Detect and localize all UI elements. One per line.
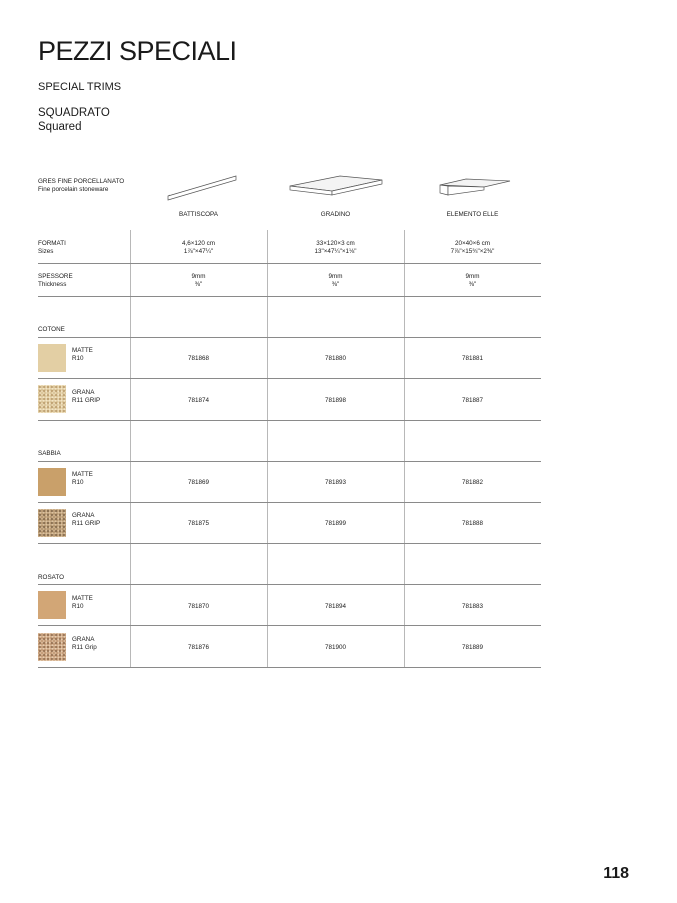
finish-label	[72, 389, 100, 405]
material-label-en: Fine porcelain stoneware	[38, 186, 109, 193]
spec-value	[267, 240, 404, 256]
product-name-gradino: GRADINO	[320, 211, 351, 218]
product-code: 781875	[187, 520, 209, 527]
swatch-sabbia-matte	[38, 468, 66, 496]
material-label-it: GRES FINE PORCELLANATO	[38, 178, 125, 185]
spec-label-it: FORMATI	[38, 240, 66, 247]
product-code: 781881	[461, 355, 483, 362]
product-code: 781888	[461, 520, 483, 527]
product-code: 781887	[461, 397, 483, 404]
product-code: 781889	[461, 644, 483, 651]
finish-grade: R10	[72, 355, 84, 362]
spec-value-metric: 33×120×3 cm	[316, 240, 355, 247]
row-divider	[38, 625, 541, 626]
finish-name: GRANA	[72, 512, 95, 519]
swatch-rosato-grana	[38, 633, 66, 661]
row-divider	[38, 420, 541, 421]
spec-label-thickness	[38, 273, 73, 289]
spec-value	[404, 273, 541, 289]
product-code: 781880	[324, 355, 346, 362]
row-divider	[38, 263, 541, 264]
product-code: 781876	[187, 644, 209, 651]
swatch-cotone-grana	[38, 385, 66, 413]
product-code: 781869	[187, 479, 209, 486]
product-code: 781882	[461, 479, 483, 486]
spec-value-imperial: 13"×47¼"×1⅛"	[314, 248, 357, 255]
swatch-cotone-matte	[38, 344, 66, 372]
finish-name: GRANA	[72, 636, 95, 643]
page-number: 118	[603, 865, 629, 882]
finish-grade: R11 Grip	[72, 644, 97, 651]
product-name-battiscopa: BATTISCOPA	[179, 211, 218, 218]
product-name-elemento-elle: ELEMENTO ELLE	[446, 211, 499, 218]
section-title: SQUADRATO	[38, 107, 110, 119]
product-code: 781868	[187, 355, 209, 362]
product-code: 781900	[324, 644, 346, 651]
finish-grade: R10	[72, 479, 84, 486]
spec-value-metric: 4,6×120 cm	[181, 240, 216, 247]
product-code: 781894	[324, 603, 346, 610]
spec-label-en: Thickness	[38, 281, 67, 288]
color-name-rosato: ROSATO	[38, 574, 65, 581]
product-code: 781899	[324, 520, 346, 527]
finish-name: GRANA	[72, 389, 95, 396]
product-code: 781898	[324, 397, 346, 404]
spec-value	[267, 273, 404, 289]
page-title: PEZZI SPECIALI	[38, 36, 237, 66]
row-divider	[38, 378, 541, 379]
finish-name: MATTE	[72, 471, 93, 478]
finish-grade: R11 GRIP	[72, 397, 101, 404]
spec-label-sizes	[38, 240, 66, 256]
row-divider	[38, 502, 541, 503]
product-code: 781893	[324, 479, 346, 486]
spec-label-it: SPESSORE	[38, 273, 73, 280]
spec-value	[130, 273, 267, 289]
finish-grade: R10	[72, 603, 84, 610]
finish-label	[72, 636, 97, 652]
finish-label	[72, 471, 93, 487]
finish-name: MATTE	[72, 347, 93, 354]
finish-label	[72, 347, 93, 363]
row-divider	[38, 337, 541, 338]
spec-value-metric: 20×40×6 cm	[454, 240, 490, 247]
color-name-sabbia: SABBIA	[38, 450, 61, 457]
finish-grade: R11 GRIP	[72, 520, 101, 527]
step-trim-icon	[288, 171, 384, 201]
spec-value-imperial: ⅜"	[194, 281, 203, 288]
spec-value-metric: 9mm	[328, 273, 343, 280]
spec-value-metric: 9mm	[191, 273, 206, 280]
row-divider	[38, 543, 541, 544]
spec-value-imperial: ⅜"	[331, 281, 340, 288]
finish-label	[72, 512, 100, 528]
color-name-cotone: COTONE	[38, 326, 65, 333]
spec-value-imperial: 1⅞"×47¼"	[183, 248, 214, 255]
product-code: 781870	[187, 603, 209, 610]
row-divider	[38, 584, 541, 585]
spec-label-en: Sizes	[38, 248, 54, 255]
row-divider	[38, 296, 541, 297]
l-element-trim-icon	[436, 171, 512, 201]
skirting-trim-icon	[165, 172, 241, 202]
spec-value-metric: 9mm	[465, 273, 480, 280]
section-subtitle: Squared	[38, 121, 82, 133]
material-label	[38, 178, 124, 194]
spec-value	[404, 240, 541, 256]
product-code: 781883	[461, 603, 483, 610]
spec-value-imperial: ⅜"	[468, 281, 477, 288]
row-divider	[38, 667, 541, 668]
row-divider	[38, 461, 541, 462]
page-subtitle: SPECIAL TRIMS	[38, 81, 122, 93]
finish-name: MATTE	[72, 595, 93, 602]
swatch-sabbia-grana	[38, 509, 66, 537]
product-code: 781874	[187, 397, 209, 404]
swatch-rosato-matte	[38, 591, 66, 619]
finish-label	[72, 595, 93, 611]
spec-value-imperial: 7⅞"×15¾"×2⅜"	[450, 248, 495, 255]
spec-value	[130, 240, 267, 256]
